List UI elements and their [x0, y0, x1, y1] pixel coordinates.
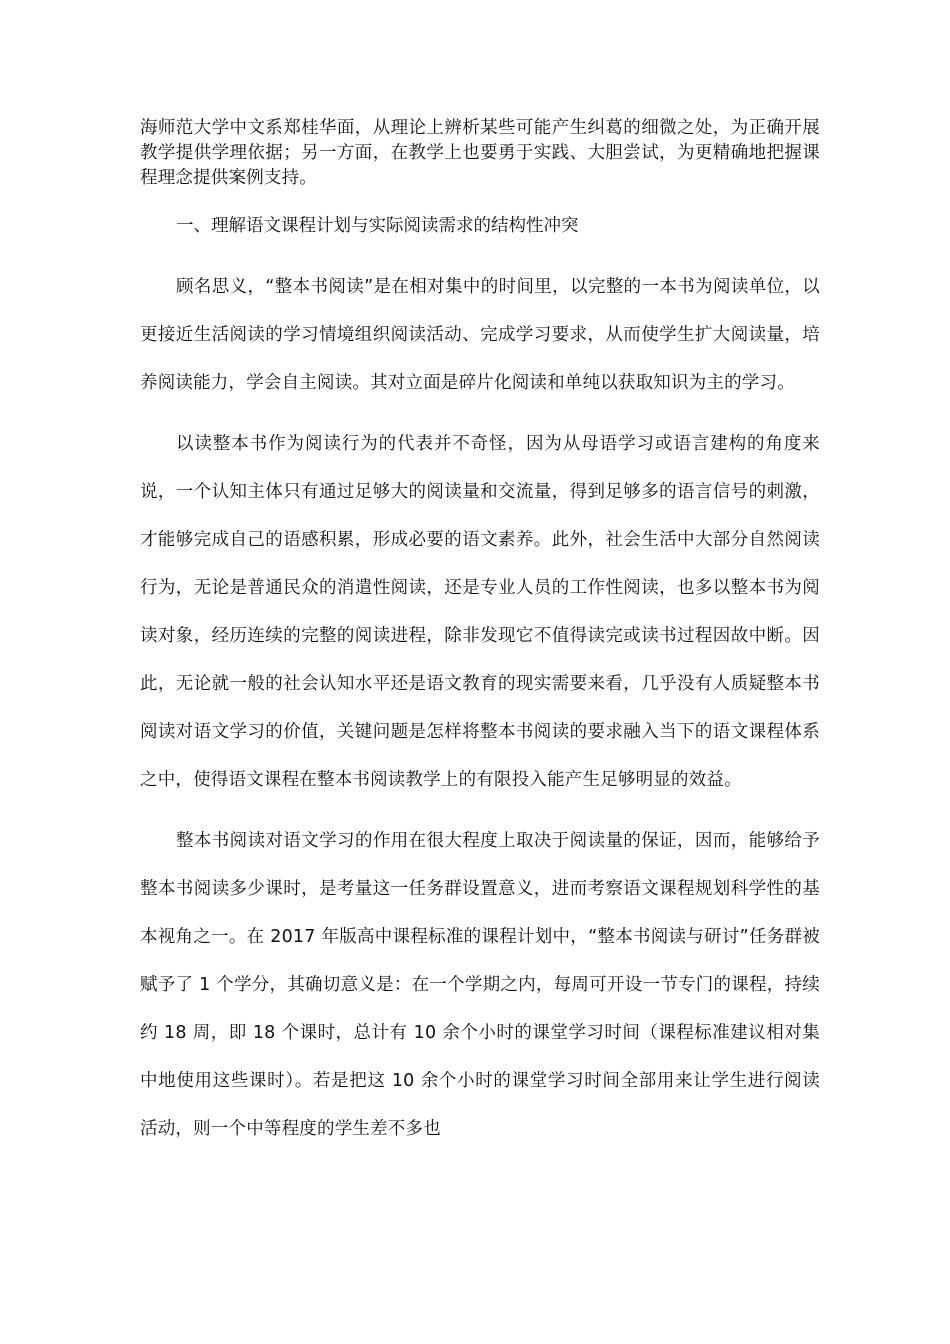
- section-heading: 一、理解语文课程计划与实际阅读需求的结构性冲突: [176, 216, 579, 236]
- body-paragraph-3: 整本书阅读对语文学习的作用在很大程度上取决于阅读量的保证，因而，能够给予整本书阅读多少课时，是考量这一任务群设置意义，进而考察语文课程规划科学性的基本视角之一。在 2017 年版高中课程标准的课程计划中，“整本书阅读与研讨”任务群被赋予了 1 个学分，其确切意义是：在一个学期之内，每周可开设一节专门的课程，持续约 18 周，即 18 个课时，总计有 10 余个小时的课堂学习时间（课程标准建议相对集中地使用这些课时）。若是把这 10 余个小时的课堂学习时间全部用来让学生进行阅读活动，则一个中等程度的学生差不多也: [140, 831, 820, 1139]
- document-page: [140, 116, 820, 1166]
- intro-paragraph: 海师范大学中文系郑桂华面，从理论上辨析某些可能产生纠葛的细微之处，为正确开展教学提供学理依据；另一方面，在教学上也要勇于实践、大胆尝试，为更精确地把握课程理念提供案例支持。: [140, 118, 820, 188]
- body-paragraph-1: 顾名思义，“整本书阅读”是在相对集中的时间里，以完整的一本书为阅读单位，以更接近生活阅读的学习情境组织阅读活动、完成学习要求，从而使学生扩大阅读量，培养阅读能力，学会自主阅读。其对立面是碎片化阅读和单纯以获取知识为主的学习。: [140, 277, 820, 393]
- body-paragraph-2: 以读整本书作为阅读行为的代表并不奇怪，因为从母语学习或语言建构的角度来说，一个认知主体只有通过足够大的阅读量和交流量，得到足够多的语言信号的刺激，才能够完成自己的语感积累，形成必要的语文素养。此外，社会生活中大部分自然阅读行为，无论是普通民众的消遣性阅读，还是专业人员的工作性阅读，也多以整本书为阅读对象，经历连续的完整的阅读进程，除非发现它不值得读完或读书过程因故中断。因此，无论就一般的社会认知水平还是语文教育的现实需要来看，几乎没有人质疑整本书阅读对语文学习的价值，关键问题是怎样将整本书阅读的要求融入当下的语文课程体系之中，使得语文课程在整本书阅读教学上的有限投入能产生足够明显的效益。: [140, 434, 820, 790]
